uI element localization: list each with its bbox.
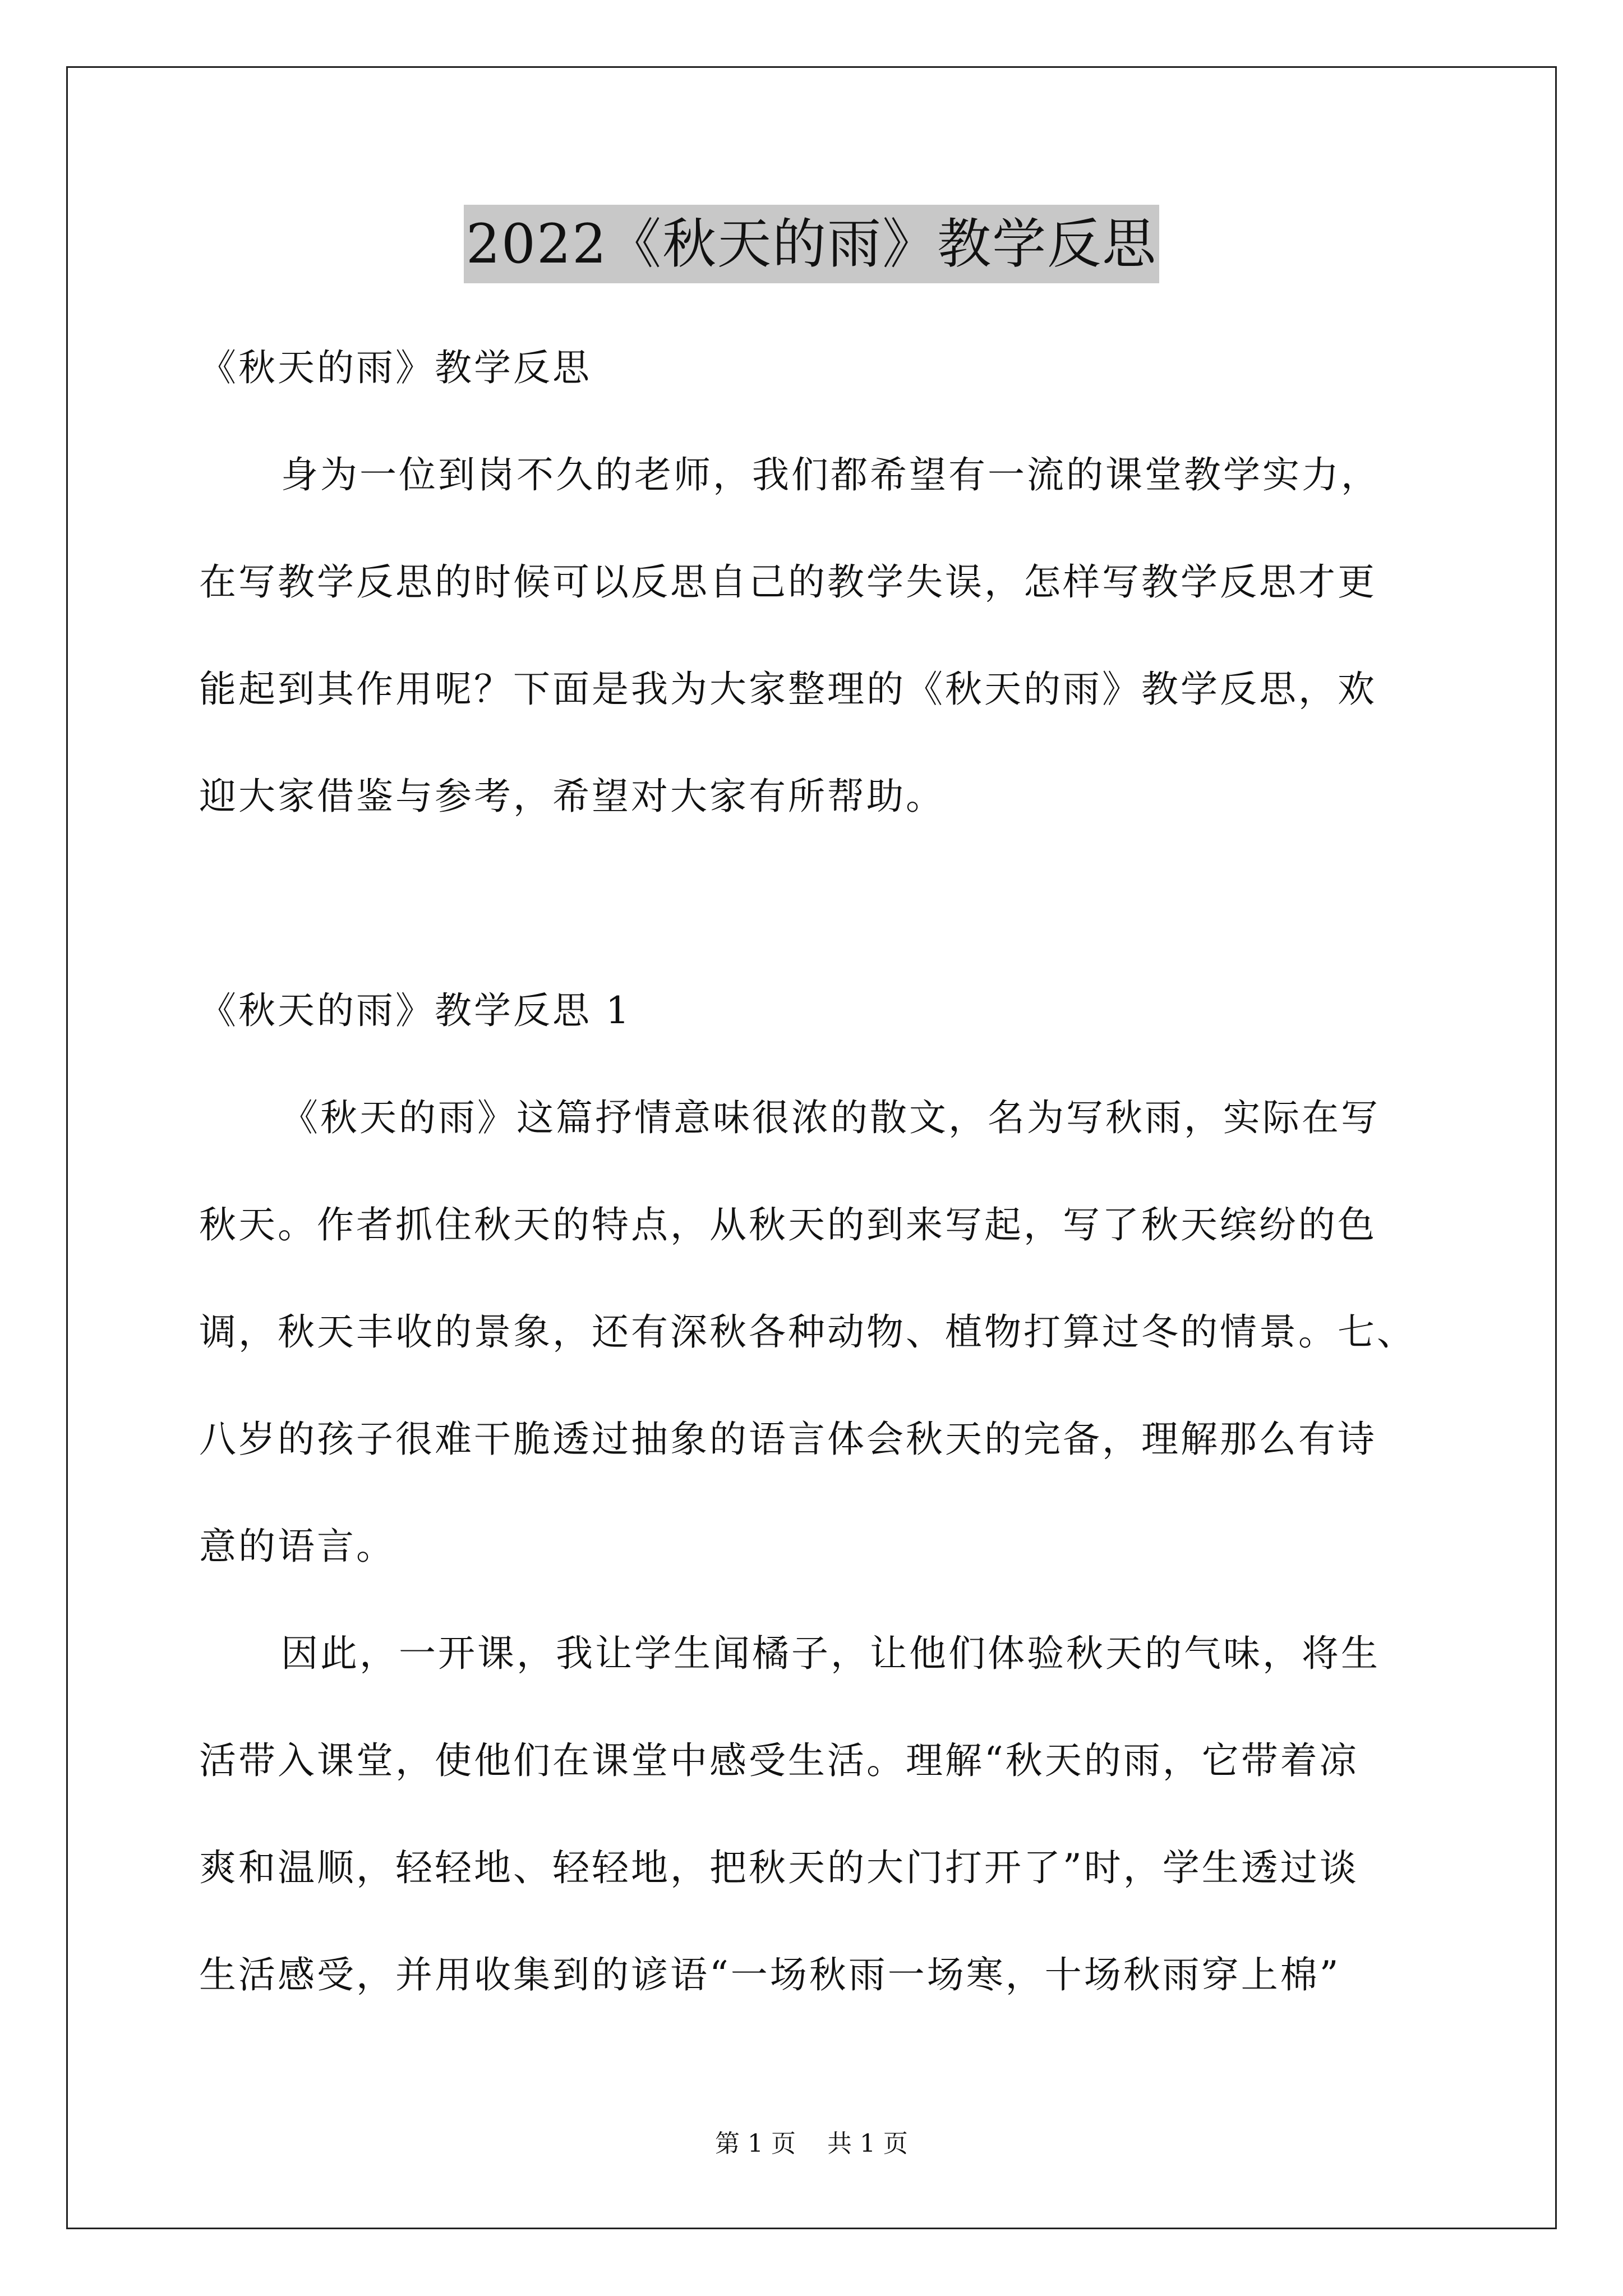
paragraph-line: 生活感受，并用收集到的谚语“一场秋雨一场寒，十场秋雨穿上棉” xyxy=(199,1953,1341,1996)
paragraph-line: 活带入课堂，使他们在课堂中感受生活。理解“秋天的雨，它带着凉 xyxy=(199,1739,1359,1782)
paragraph-line: 《秋天的雨》这篇抒情意味很浓的散文，名为写秋雨，实际在写 xyxy=(281,1096,1380,1139)
intro-line: 在写教学反思的时候可以反思自己的教学失误，怎样写教学反思才更 xyxy=(199,560,1377,604)
document-body xyxy=(199,314,1461,2028)
paragraph-line: 意的语言。 xyxy=(199,1525,395,1568)
intro-heading: 《秋天的雨》教学反思 xyxy=(199,346,592,389)
paragraph-line: 八岁的孩子很难干脆透过抽象的语言体会秋天的完备，理解那么有诗 xyxy=(199,1418,1377,1461)
paragraph-line: 调，秋天丰收的景象，还有深秋各种动物、植物打算过冬的情景。七、 xyxy=(199,1310,1416,1354)
document-title: 2022《秋天的雨》教学反思 xyxy=(464,205,1159,283)
intro-line: 身为一位到岗不久的老师，我们都希望有一流的课堂教学实力， xyxy=(281,453,1380,496)
paragraph-line: 因此，一开课，我让学生闻橘子，让他们体验秋天的气味，将生 xyxy=(281,1632,1380,1675)
section-spacer xyxy=(199,850,1461,957)
page-number: 第 1 页 共 1 页 xyxy=(715,2129,908,2158)
intro-line: 能起到其作用呢？下面是我为大家整理的《秋天的雨》教学反思，欢 xyxy=(199,668,1377,711)
paragraph-line: 秋天。作者抓住秋天的特点，从秋天的到来写起，写了秋天缤纷的色 xyxy=(199,1203,1377,1246)
intro-line: 迎大家借鉴与参考，希望对大家有所帮助。 xyxy=(199,775,945,818)
section-heading: 《秋天的雨》教学反思 1 xyxy=(199,989,631,1032)
title-container xyxy=(0,205,1623,283)
paragraph-line: 爽和温顺，轻轻地、轻轻地，把秋天的大门打开了”时，学生透过谈 xyxy=(199,1846,1359,1889)
